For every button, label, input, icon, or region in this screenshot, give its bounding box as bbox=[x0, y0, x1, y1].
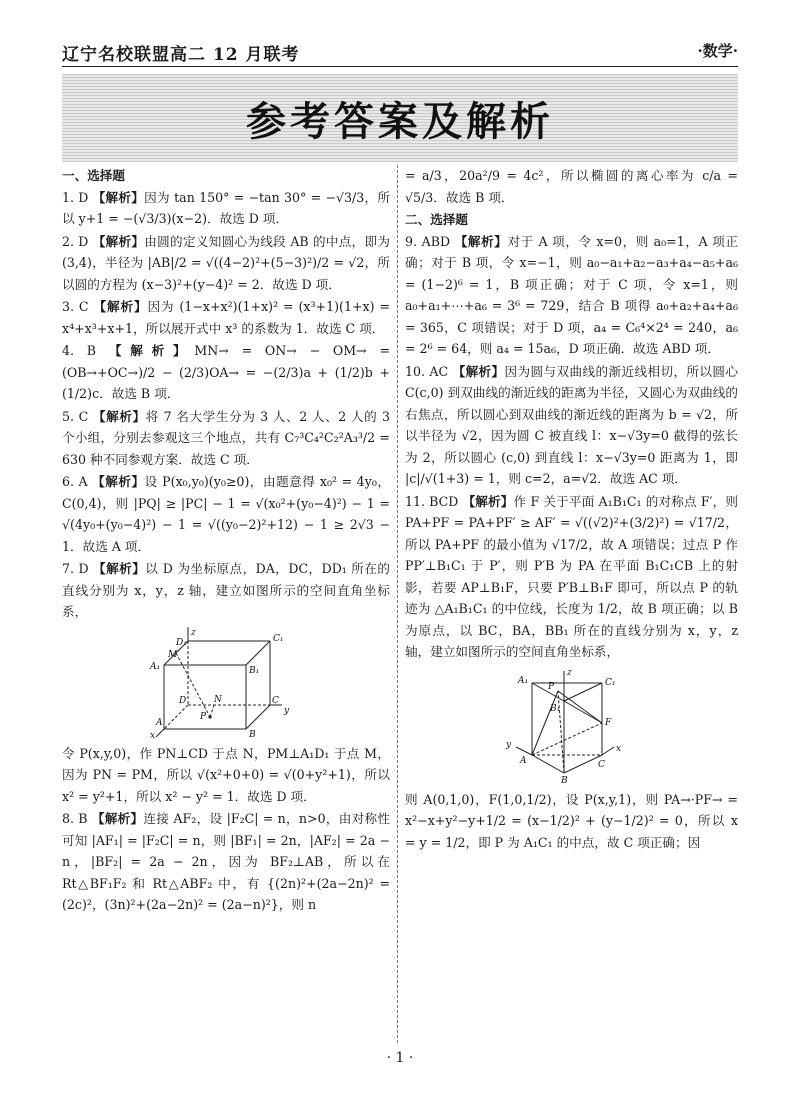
analysis-label: 【解析】 bbox=[452, 363, 505, 379]
label-A1: A₁ bbox=[150, 661, 161, 672]
label-A: A bbox=[519, 755, 526, 766]
label-D: D bbox=[179, 695, 187, 706]
label-P: P bbox=[200, 711, 207, 722]
page-number: · 1 · bbox=[386, 1050, 414, 1066]
answer-q10 bbox=[405, 361, 738, 490]
label-N: N bbox=[214, 694, 222, 705]
answer-head: 3. C bbox=[62, 299, 89, 314]
right-column bbox=[405, 165, 738, 854]
answer-text: 连接 AF₂，设 |F₂C| = n，n>0，由对称性可知 |AF₁| = |F₂C| = n，则 |BF₁| = 2n，|AF₂| = 2a − n，|BF₂| = 2a − 2n，因为 BF₂⊥AB，所以在 Rt△BF₁F₂ 和 Rt△ABF₂ 中，有 {(2n)²+(2a−2n)² = (2c)²，(3n)²+(2a−2n)² = (2a−n)²}，则 n bbox=[62, 811, 390, 912]
column-divider bbox=[397, 165, 398, 1043]
answer-q2 bbox=[62, 231, 390, 296]
answer-head: 10. AC bbox=[405, 363, 449, 379]
label-B1: B₁ bbox=[549, 703, 560, 714]
answer-head: 1. D bbox=[62, 189, 89, 205]
analysis-label: 【解析】 bbox=[454, 233, 508, 249]
label-z: z bbox=[191, 627, 196, 638]
answer-q8-continued: = a/3，20a²/9 = 4c²，所以椭圆的离心率为 c/a = √5/3．故选 B 项． bbox=[405, 168, 738, 205]
label-z: z bbox=[566, 667, 572, 678]
label-F: F bbox=[604, 717, 611, 728]
analysis-label: 【解析】 bbox=[92, 233, 145, 249]
header-exam-name: 辽宁名校联盟高二 12 月联考 bbox=[62, 45, 300, 65]
answer-text: 因为 tan 150° = −tan 30° = −√3/3，所以 y+1 = −(√3/3)(x−2)．故选 D 项． bbox=[62, 189, 390, 226]
answer-head: 9. ABD bbox=[405, 233, 451, 249]
answer-head: 4. B bbox=[62, 343, 97, 358]
answer-q11-continued: 则 A(0,1,0)，F(1,0,1/2)，设 P(x,y,1)，则 PA→·PF→ = x²−x+y²−y+1/2 = (x−1/2)² + (y−1/2)² = 0，所以 x = y = 1/2，即 P 为 A₁C₁ 的中点，故 C 项正确；因 bbox=[405, 791, 738, 850]
label-B: B bbox=[249, 729, 256, 739]
answer-text: 因为圆与双曲线的渐近线相切，所以圆心 C(c,0) 到双曲线的渐近线的距离为半径，又圆心为双曲线的右焦点，所以圆心到双曲线的渐近线的距离为 b = √2，所以半径为 √2，因为圆 C 被直线 l：x−√3y=0 截得的弦长为 2，所以圆心 (c,0) 到直线 l：x−√3y=0 距离为 1，即 |c|/√(1+3) = 1，则 c=2，a=√2．故选 AC 项． bbox=[405, 363, 739, 486]
answer-head: 5. C bbox=[62, 408, 89, 424]
answer-text: 将 7 名大学生分为 3 人、2 人、2 人的 3 个小组，分别去参观这三个地点，共有 C₇³C₄²C₂²A₃³/2 = 630 种不同参观方案．故选 C 项． bbox=[62, 408, 390, 467]
answer-q7-continued: 令 P(x,y,0)，作 PN⊥CD 于点 N，PM⊥A₁D₁ 于点 M，因为 PN = PM，所以 √(x²+0+0) = √(0+y²+1)，所以 x² = y²+1，所以 x² − y² = 1．故选 D 项． bbox=[62, 745, 390, 804]
section-heading-2: 二、选择题 bbox=[405, 212, 468, 227]
answer-text: 由圆的定义知圆心为线段 AB 的中点，即为 (3,4)，半径为 |AB|/2 = √((4−2)²+(5−3)²)/2 = √2，所以圆的方程为 (x−3)²+(y−4)² = 2．故选 D 项． bbox=[62, 233, 390, 292]
label-x: x bbox=[615, 743, 621, 754]
page-header bbox=[62, 40, 738, 67]
label-D1: D₁ bbox=[176, 637, 187, 648]
answer-text: 以 D 为坐标原点，DA，DC，DD₁ 所在的直线分别为 x，y，z 轴，建立如图所示的空间直角坐标系， bbox=[62, 561, 390, 619]
label-B1: B₁ bbox=[249, 665, 260, 676]
label-M: M bbox=[168, 649, 178, 660]
label-C1: C₁ bbox=[604, 677, 615, 688]
cube-coordinate-figure bbox=[146, 627, 306, 739]
answer-q5 bbox=[62, 406, 390, 471]
answer-text: 作 F 关于平面 A₁B₁C₁ 的对称点 F′，则 PA+PF = PA+PF′ ≥ AF′ = √((√2)²+(3/2)²) = √17/2，所以 PA+PF 的最小值为 √17/2，故 A 项错误；过点 P 作 PP′⊥B₁C₁ 于 P′，则 P′B 为 PA 在平面 B₁C₁CB 上的射影，若要 AP⊥B₁F，只要 P′B⊥B₁F 即可，所以点 P 的轨迹为 △A₁B₁C₁ 的中位线，长度为 1/2，故 B 项正确；以 B 为原点，以 BC，BA，BB₁ 所在的直线分别为 x，y，z 轴，建立如图所示的空间直角坐标系， bbox=[405, 493, 738, 659]
answer-head: 6. A bbox=[62, 474, 88, 489]
section-heading-1: 一、选择题 bbox=[62, 168, 125, 183]
label-A1: A₁ bbox=[517, 675, 528, 686]
left-column bbox=[62, 165, 390, 917]
label-x: x bbox=[150, 730, 156, 739]
answer-head: 2. D bbox=[62, 233, 89, 249]
answer-q7 bbox=[62, 558, 390, 623]
answer-text: MN→ = ON→ − OM→ = (OB→+OC→)/2 − (2/3)OA→ = −(2/3)a + (1/2)b + (1/2)c．故选 B 项． bbox=[62, 343, 391, 401]
label-C: C bbox=[597, 759, 605, 770]
page-title: 参考答案及解析 bbox=[246, 98, 554, 145]
analysis-label: 【解析】 bbox=[92, 189, 145, 205]
answer-q9 bbox=[405, 231, 738, 360]
answer-q4 bbox=[62, 340, 390, 405]
label-P: P bbox=[547, 681, 554, 692]
analysis-label: 【解析】 bbox=[93, 561, 146, 576]
answer-q8 bbox=[62, 808, 390, 916]
analysis-label: 【解析】 bbox=[91, 811, 144, 826]
answer-q11 bbox=[405, 491, 738, 663]
analysis-label: 【解析】 bbox=[92, 474, 145, 489]
analysis-label: 【解析】 bbox=[108, 343, 195, 358]
analysis-label: 【解析】 bbox=[93, 299, 148, 314]
label-B: B bbox=[560, 775, 568, 785]
answer-head: 8. B bbox=[62, 811, 88, 826]
answer-q1 bbox=[62, 187, 390, 230]
title-banner bbox=[62, 74, 738, 162]
label-y: y bbox=[505, 739, 511, 750]
answer-text: 对于 A 项，令 x=0，则 a₀=1，A 项正确；对于 B 项，令 x=−1，则 a₀−a₁+a₂−a₃+a₄−a₅+a₆ = (1−2)⁶ = 1，B 项正确；对于 C 项，令 x=1，则 a₀+a₁+⋯+a₆ = 3⁶ = 729，结合 B 项得 a₀+a₂+a₄+a₆ = 365，C 项错误；对于 D 项，a₄ = C₆⁴×2⁴ = 240，a₆ = 2⁶ = 64，则 a₄ = 15a₆，D 项正确．故选 ABD 项． bbox=[405, 233, 739, 356]
analysis-label: 【解析】 bbox=[92, 408, 146, 424]
header-subject: ·数学· bbox=[697, 42, 738, 60]
label-C: C bbox=[272, 695, 279, 706]
answer-text: 因为 (1−x+x²)(1+x)² = (x³+1)(1+x) = x⁴+x³+x+1，所以展开式中 x³ 的系数为 1．故选 C 项． bbox=[62, 299, 390, 336]
answer-q6 bbox=[62, 471, 390, 557]
answer-text: 设 P(x₀,y₀)(y₀≥0)，由题意得 x₀² = 4y₀，C(0,4)，则 |PQ| ≥ |PC| − 1 = √(x₀²+(y₀−4)²) − 1 = √(4y₀+(y₀−4)²) − 1 = √((y₀−2)²+12) − 1 ≥ 2√3 − 1．故选 A 项． bbox=[62, 474, 390, 554]
label-y: y bbox=[284, 705, 290, 716]
answer-head: 7. D bbox=[62, 561, 89, 576]
analysis-label: 【解析】 bbox=[462, 493, 514, 509]
label-C1: C₁ bbox=[273, 633, 284, 644]
prism-coordinate-figure bbox=[502, 667, 642, 785]
label-A: A bbox=[156, 717, 163, 728]
answer-q3 bbox=[62, 296, 390, 339]
answer-head: 11. BCD bbox=[405, 493, 459, 509]
